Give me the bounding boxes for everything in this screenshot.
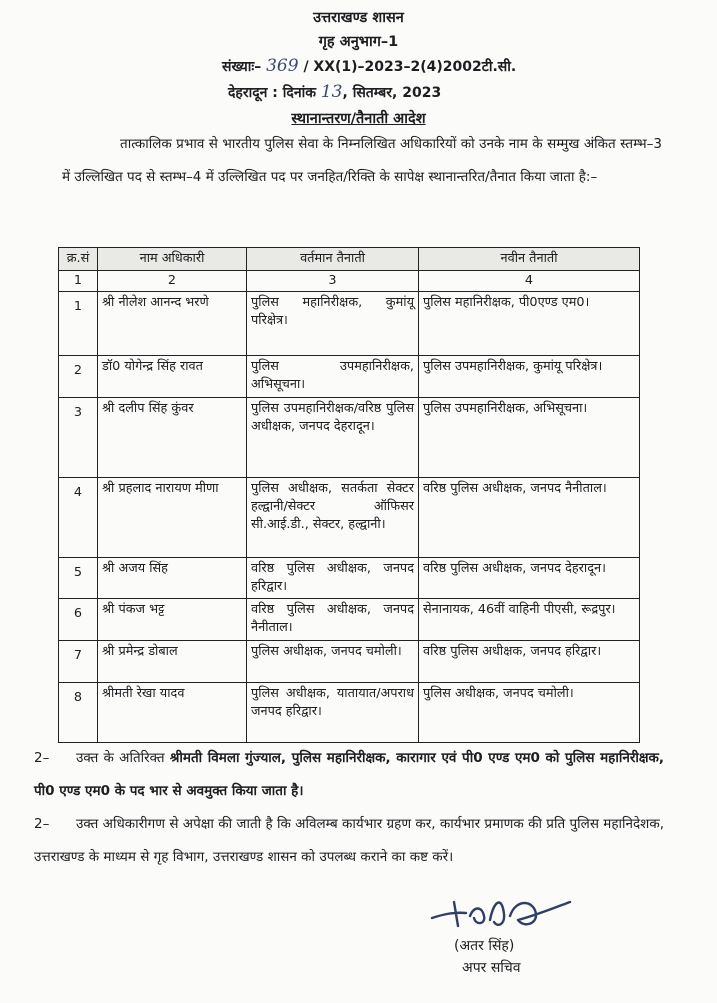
reference-number-handwritten: 369 [266, 56, 299, 76]
new-posting: पुलिस उपमहानिरीक्षक, कुमांयू परिक्षेत्र। [419, 356, 640, 398]
paragraph-number: 2– [34, 816, 50, 832]
current-posting: वरिष्ठ पुलिस अधीक्षक, जनपद नैनीताल। [247, 599, 419, 641]
reference-label: संख्याः– [222, 59, 262, 75]
signatory-designation: अपर सचिव [462, 960, 521, 976]
transfer-table [58, 247, 640, 743]
paragraph-2-relieved [34, 742, 664, 808]
officer-name: श्रीमती रेखा यादव [98, 683, 247, 743]
table-row [59, 641, 640, 683]
officer-name: श्री दलीप सिंह कुंवर [98, 398, 247, 478]
new-posting: वरिष्ठ पुलिस अधीक्षक, जनपद देहरादून। [419, 558, 640, 599]
new-posting: वरिष्ठ पुलिस अधीक्षक, जनपद हरिद्वार। [419, 641, 640, 683]
column-number: 3 [247, 271, 419, 292]
paragraph-text: उक्त अधिकारीगण से अपेक्षा की जाती है कि अविलम्ब कार्यभार ग्रहण कर, कार्यभार प्रमाणक की प्रति पुलिस महानिदेशक, उत्तराखण्ड के माध्यम से गृह विभाग, उत्तराखण्ड शासन को उपलब्ध कराने का कष्ट करें। [34, 816, 664, 865]
paragraph-lead: उक्त के अतिरिक्त [76, 750, 165, 766]
serial-number: 2 [59, 356, 98, 398]
officer-name: श्री नीलेश आनन्द भरणे [98, 292, 247, 356]
table-row [59, 599, 640, 641]
table-row [59, 683, 640, 743]
column-number: 1 [59, 271, 98, 292]
officer-name: श्री प्रमेन्द्र डोबाल [98, 641, 247, 683]
current-posting: वरिष्ठ पुलिस अधीक्षक, जनपद हरिद्वार। [247, 558, 419, 599]
officer-name: डॉ0 योगेन्द्र सिंह रावत [98, 356, 247, 398]
date-day-handwritten: 13 [320, 82, 343, 102]
department-section: गृह अनुभाग–1 [318, 34, 399, 50]
header-current-posting: वर्तमान तैनाती [247, 248, 419, 271]
paragraph-3-instructions [34, 808, 664, 874]
table-header-row [59, 248, 640, 271]
table-row [59, 398, 640, 478]
signatory-name: (अतर सिंह) [454, 938, 515, 954]
officer-name: श्री अजय सिंह [98, 558, 247, 599]
new-posting: पुलिस अधीक्षक, जनपद चमोली। [419, 683, 640, 743]
government-name: उत्तराखण्ड शासन [313, 10, 404, 26]
serial-number: 3 [59, 398, 98, 478]
paragraph-number: 2– [34, 750, 50, 766]
current-posting: पुलिस महानिरीक्षक, कुमांयू परिक्षेत्र। [247, 292, 419, 356]
header-officer-name: नाम अधिकारी [98, 248, 247, 271]
current-posting: पुलिस उपमहानिरीक्षक, अभिसूचना। [247, 356, 419, 398]
table-row [59, 292, 640, 356]
new-posting: सेनानायक, 46वीं वाहिनी पीएसी, रूद्रपुर। [419, 599, 640, 641]
reference-number-line [222, 56, 516, 76]
order-title: स्थानान्तरण/तैनाती आदेश [291, 111, 426, 127]
new-posting: वरिष्ठ पुलिस अधीक्षक, जनपद नैनीताल। [419, 478, 640, 558]
officer-name: श्री प्रहलाद नारायण मीणा [98, 478, 247, 558]
current-posting: पुलिस अधीक्षक, सतर्कता सेक्टर हल्द्वानी/सेक्टर ऑफिसर सी.आई.डी., सेक्टर, हल्द्वानी। [247, 478, 419, 558]
date-line [228, 82, 441, 102]
new-posting: पुलिस उपमहानिरीक्षक, अभिसूचना। [419, 398, 640, 478]
signature-image [424, 888, 574, 934]
table-row [59, 356, 640, 398]
intro-paragraph: तात्कालिक प्रभाव से भारतीय पुलिस सेवा के निम्नलिखित अधिकारियों को उनके नाम के सम्मुख अंकित स्तम्भ–3 में उल्लिखित पद से स्तम्भ–4 में उल्लिखित पद पर जनहित/रिक्ति के सापेक्ष स्थानान्तरित/तैनात किया जाता है:– [62, 136, 662, 185]
date-suffix: , सितम्बर, 2023 [342, 85, 442, 101]
serial-number: 5 [59, 558, 98, 599]
paragraph-bold-text: श्रीमती विमला गुंज्याल, पुलिस महानिरीक्षक, कारागार एवं पी0 एण्ड एम0 को पुलिस महानिरीक्षक, पी0 एण्ड एम0 के पद भार से अवमुक्त किया जाता है। [34, 750, 665, 799]
serial-number: 6 [59, 599, 98, 641]
header-new-posting: नवीन तैनाती [419, 248, 640, 271]
column-number-row [59, 271, 640, 292]
current-posting: पुलिस अधीक्षक, जनपद चमोली। [247, 641, 419, 683]
serial-number: 7 [59, 641, 98, 683]
new-posting: पुलिस महानिरीक्षक, पी0एण्ड एम0। [419, 292, 640, 356]
serial-number: 1 [59, 292, 98, 356]
current-posting: पुलिस अधीक्षक, यातायात/अपराध जनपद हरिद्वार। [247, 683, 419, 743]
table-row [59, 558, 640, 599]
reference-suffix: / XX(1)–2023–2(4)2002टी.सी. [303, 59, 517, 75]
current-posting: पुलिस उपमहानिरीक्षक/वरिष्ठ पुलिस अधीक्षक, जनपद देहरादून। [247, 398, 419, 478]
column-number: 4 [419, 271, 640, 292]
column-number: 2 [98, 271, 247, 292]
serial-number: 4 [59, 478, 98, 558]
table-row [59, 478, 640, 558]
header-serial: क्र.सं [59, 248, 98, 271]
officer-name: श्री पंकज भट्ट [98, 599, 247, 641]
date-prefix: देहरादून : दिनांक [228, 85, 316, 101]
serial-number: 8 [59, 683, 98, 743]
